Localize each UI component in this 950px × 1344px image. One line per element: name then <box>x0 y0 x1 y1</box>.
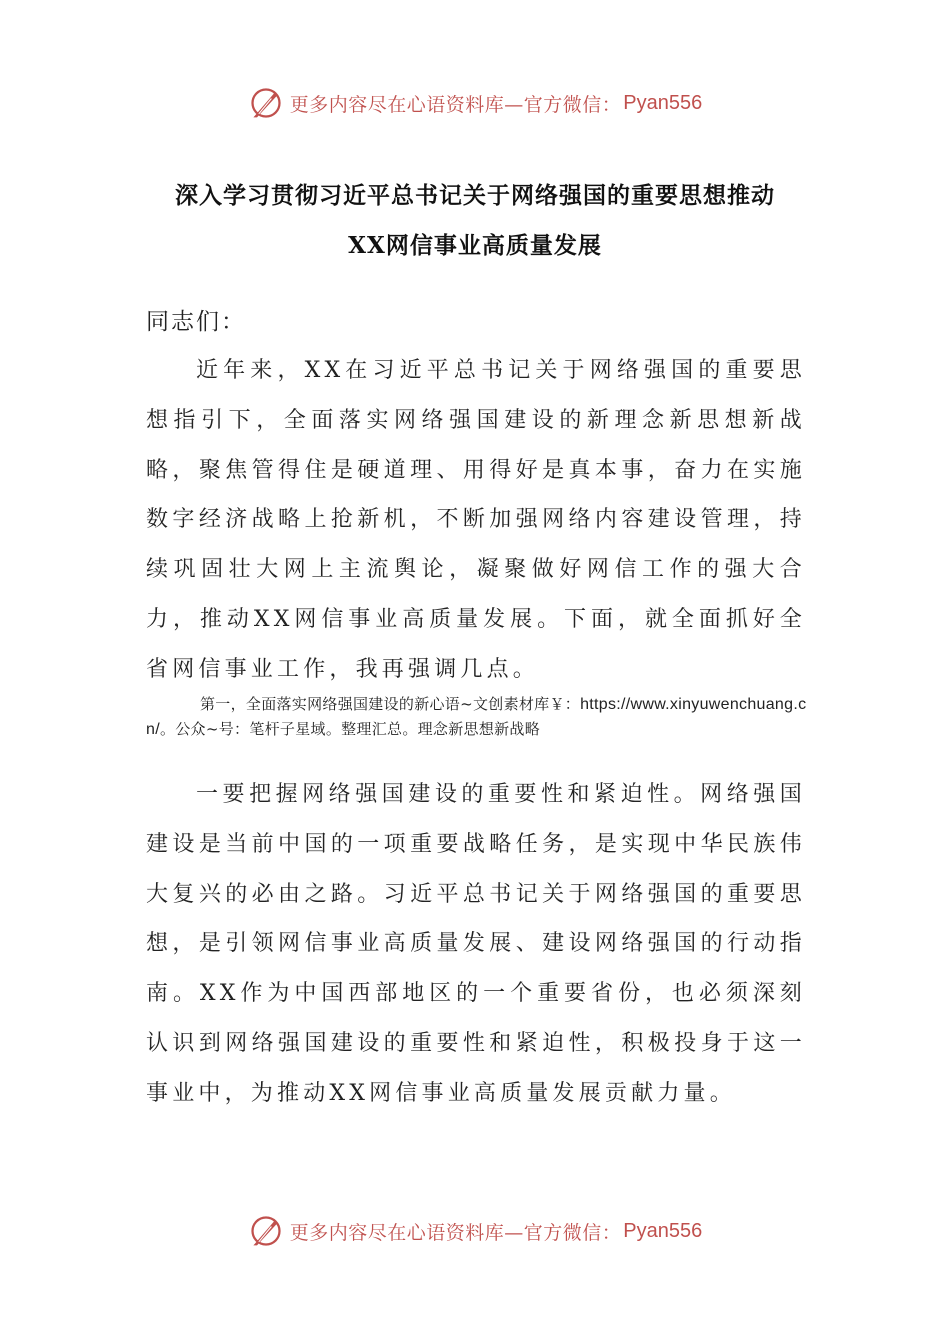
footer-banner <box>0 1206 950 1256</box>
section-note <box>146 692 810 742</box>
banner-text: 更多内容尽在心语资料库—官方微信： <box>289 93 622 116</box>
section-note-text: 第一，全面落实网络强国建设的新心语~文创素材库￥： <box>200 695 581 713</box>
section-note-text-2: 。公众~号：笔杆子星域。整理汇总。理念新思想新战略 <box>159 720 541 738</box>
salutation: 同志们： <box>146 309 246 335</box>
footer-banner-handle: Pyan556 <box>623 1219 703 1242</box>
document-title-line-2: XX网信事业高质量发展 <box>348 232 602 259</box>
section-note-url: https://www.xinyuwenchuang.cn/ <box>146 696 807 738</box>
header-banner <box>0 78 950 128</box>
quill-logo-icon <box>248 85 284 121</box>
body-paragraph-2: 一要把握网络强国建设的重要性和紧迫性。网络强国建设是当前中国的一项重要战略任务，是实现中华民族伟大复兴的必由之路。习近平总书记关于网络强国的重要思想，是引领网信事业高质量发展、建设网络强国的行动指南。XX作为中国西部地区的一个重要省份，也必须深刻认识到网络强国建设的重要性和紧迫性，积极投身于这一事业中，为推动XX网信事业高质量发展贡献力量。 <box>146 782 806 1106</box>
banner-handle: Pyan556 <box>623 91 703 114</box>
body-paragraph-1: 近年来，XX在习近平总书记关于网络强国的重要思想指引下，全面落实网络强国建设的新理念新思想新战略，聚焦管得住是硬道理、用得好是真本事，奋力在实施数字经济战略上抢新机，不断加强网络内容建设管理，持续巩固壮大网上主流舆论，凝聚做好网信工作的强大合力，推动XX网信事业高质量发展。下面，就全面抓好全省网信事业工作，我再强调几点。 <box>146 358 806 682</box>
footer-banner-text: 更多内容尽在心语资料库—官方微信： <box>289 1221 622 1244</box>
document-title-line-1: 深入学习贯彻习近平总书记关于网络强国的重要思想推动 <box>175 182 775 209</box>
quill-logo-icon <box>248 1213 284 1249</box>
